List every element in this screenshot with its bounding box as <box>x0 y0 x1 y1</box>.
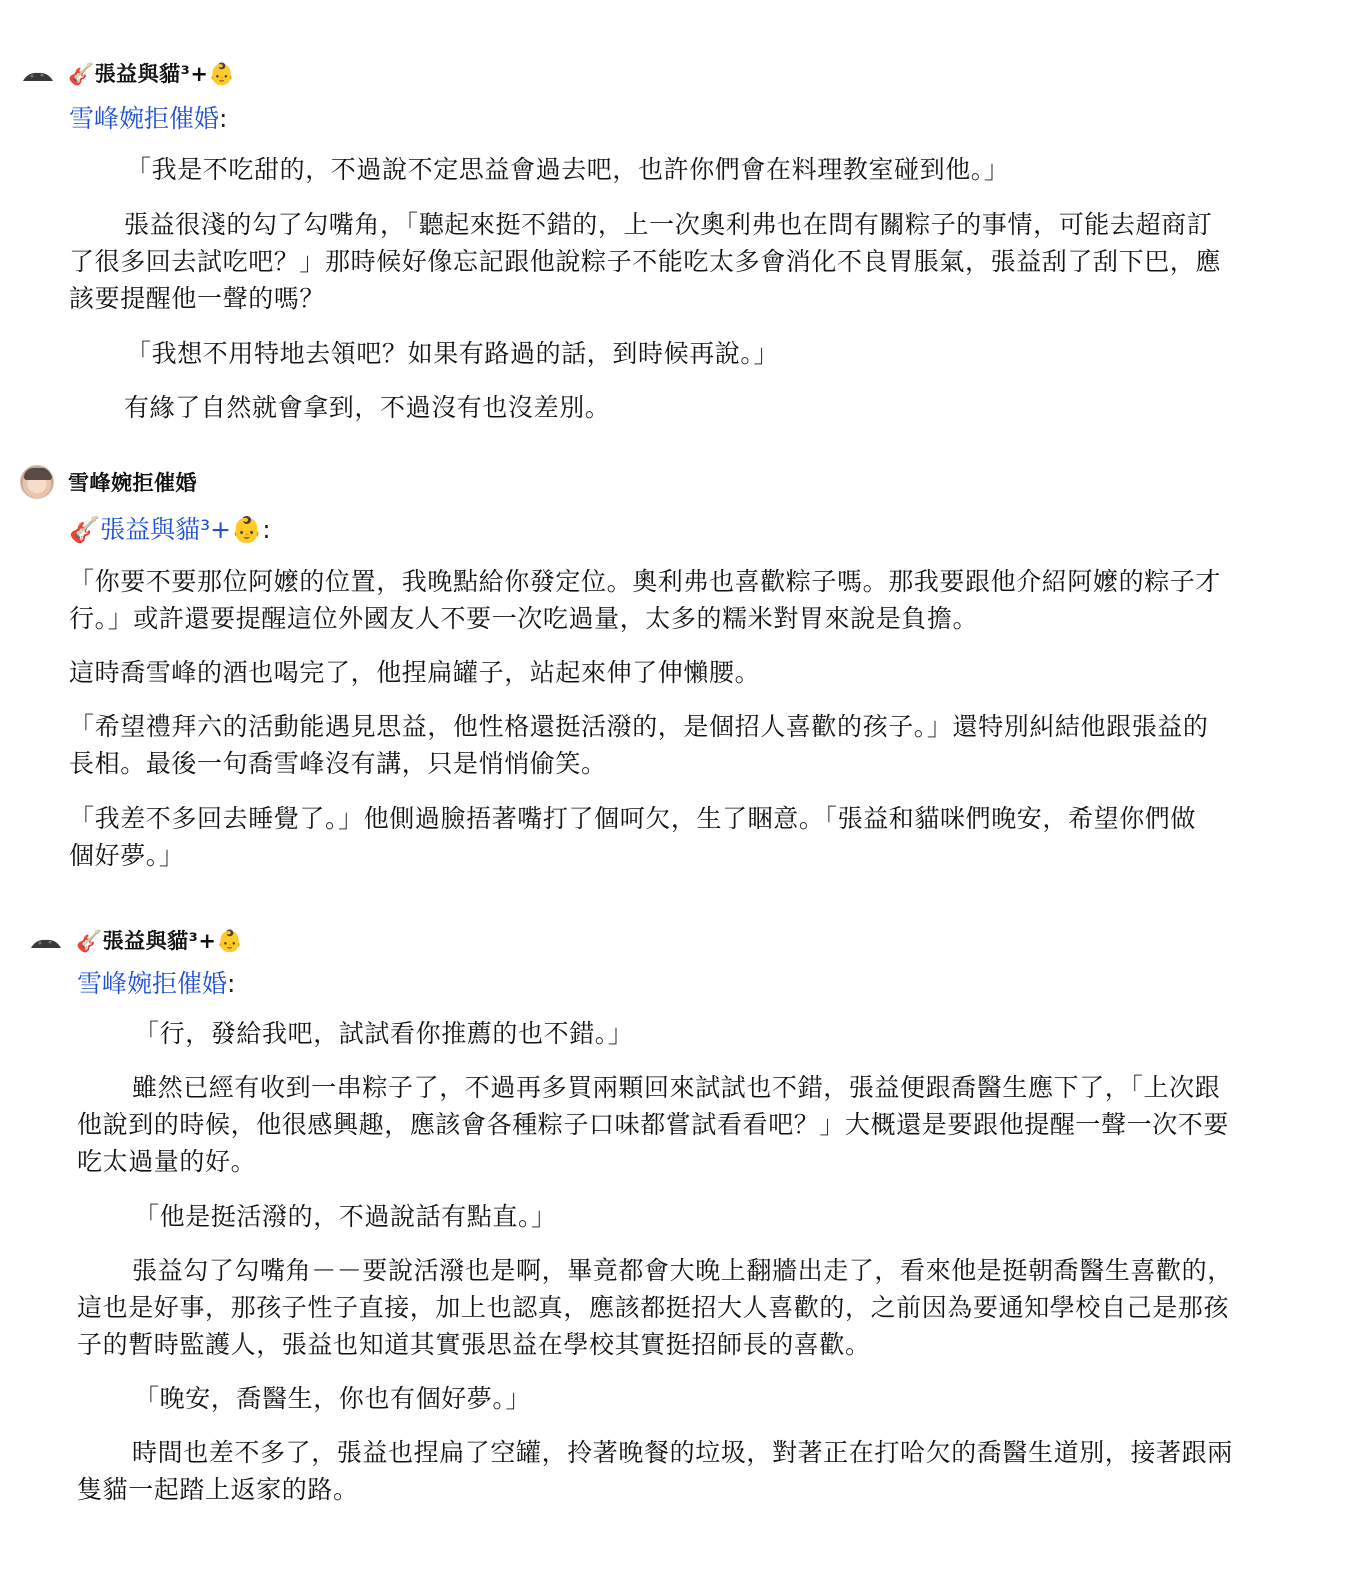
paragraph: 「我差不多回去睡覺了。」他側過臉捂著嘴打了個呵欠，生了睏意。「張益和貓咪們晚安，希望你們做 <box>69 804 1197 833</box>
paragraph: 雖然已經有收到一串粽子了，不過再多買兩顆回來試試也不錯，張益便跟喬醫生應下了，「上次跟 <box>132 1073 1221 1102</box>
mention-colon: : <box>227 969 236 998</box>
reply-mention-line <box>69 510 271 546</box>
paragraph: 時間也差不多了，張益也捏扁了空罐，拎著晚餐的垃圾，對著正在打哈欠的喬醫生道別，接著跟兩 <box>132 1438 1233 1467</box>
paragraph: 「他是挺活潑的，不過說話有點直。」 <box>134 1202 557 1231</box>
post-header <box>30 925 243 955</box>
paragraph: 行。」或許還要提醒這位外國友人不要一次吃過量，太多的糯米對胃來說是負擔。 <box>69 604 979 633</box>
mention-colon: : <box>262 515 271 544</box>
paragraph: 他說到的時候，他很感興趣，應該會各種粽子口味都嘗試看看吧？」大概還是要跟他提醒一聲一次不要 <box>77 1110 1230 1139</box>
mention-link[interactable]: 雪峰婉拒催婚 <box>77 969 228 998</box>
paragraph: 該要提醒他一聲的嗎？ <box>69 284 326 313</box>
post-header <box>22 58 235 88</box>
paragraph: 吃太過量的好。 <box>77 1147 257 1176</box>
paragraph: 「我是不吃甜的，不過說不定思益會過去吧，也許你們會在料理教室碰到他。」 <box>126 155 1010 184</box>
avatar[interactable] <box>22 70 54 80</box>
reply-mention-line <box>69 99 227 135</box>
paragraph: 個好夢。」 <box>69 841 185 870</box>
mention-link[interactable]: 雪峰婉拒催婚 <box>69 104 220 133</box>
paragraph: 隻貓一起踏上返家的路。 <box>77 1475 359 1504</box>
avatar[interactable] <box>30 937 62 947</box>
paragraph: 子的暫時監護人，張益也知道其實張思益在學校其實挺招師長的喜歡。 <box>77 1330 871 1359</box>
author-name[interactable]: 雪峰婉拒催婚 <box>68 471 197 495</box>
reply-mention-line <box>77 964 235 1000</box>
avatar[interactable] <box>20 465 54 499</box>
paragraph: 「你要不要那位阿嬤的位置，我晚點給你發定位。奧利弗也喜歡粽子嗎。那我要跟他介紹阿嬤的粽子才 <box>69 567 1222 596</box>
paragraph: 「希望禮拜六的活動能遇見思益，他性格還挺活潑的，是個招人喜歡的孩子。」還特別糾結他跟張益的 <box>69 712 1209 741</box>
paragraph: 張益很淺的勾了勾嘴角，「聽起來挺不錯的，上一次奧利弗也在問有關粽子的事情，可能去超商訂 <box>124 210 1213 239</box>
paragraph: 這也是好事，那孩子性子直接，加上也認真，應該都挺招大人喜歡的，之前因為要通知學校自己是那孩 <box>77 1293 1230 1322</box>
paragraph: 有緣了自然就會拿到，不過沒有也沒差別。 <box>124 393 611 422</box>
post-header <box>20 465 197 499</box>
paragraph: 了很多回去試吃吧？」那時候好像忘記跟他說粽子不能吃太多會消化不良胃脹氣，張益刮了刮下巴，應 <box>69 247 1222 276</box>
paragraph: 這時喬雪峰的酒也喝完了，他捏扁罐子，站起來伸了伸懶腰。 <box>69 658 761 687</box>
mention-link[interactable]: 🎸張益與貓³+👶 <box>69 515 263 544</box>
paragraph: 「我想不用特地去領吧？如果有路過的話，到時候再說。」 <box>126 339 780 368</box>
author-name[interactable]: 🎸張益與貓³+👶 <box>68 62 236 86</box>
paragraph: 張益勾了勾嘴角－－要說活潑也是啊，畢竟都會大晚上翻牆出走了，看來他是挺朝喬醫生喜歡的， <box>132 1256 1233 1285</box>
mention-colon: : <box>219 104 228 133</box>
author-name[interactable]: 🎸張益與貓³+👶 <box>76 929 244 953</box>
paragraph: 「行，發給我吧，試試看你推薦的也不錯。」 <box>134 1019 634 1048</box>
paragraph: 「晚安，喬醫生，你也有個好夢。」 <box>134 1384 532 1413</box>
paragraph: 長相。最後一句喬雪峰沒有講，只是悄悄偷笑。 <box>69 749 607 778</box>
